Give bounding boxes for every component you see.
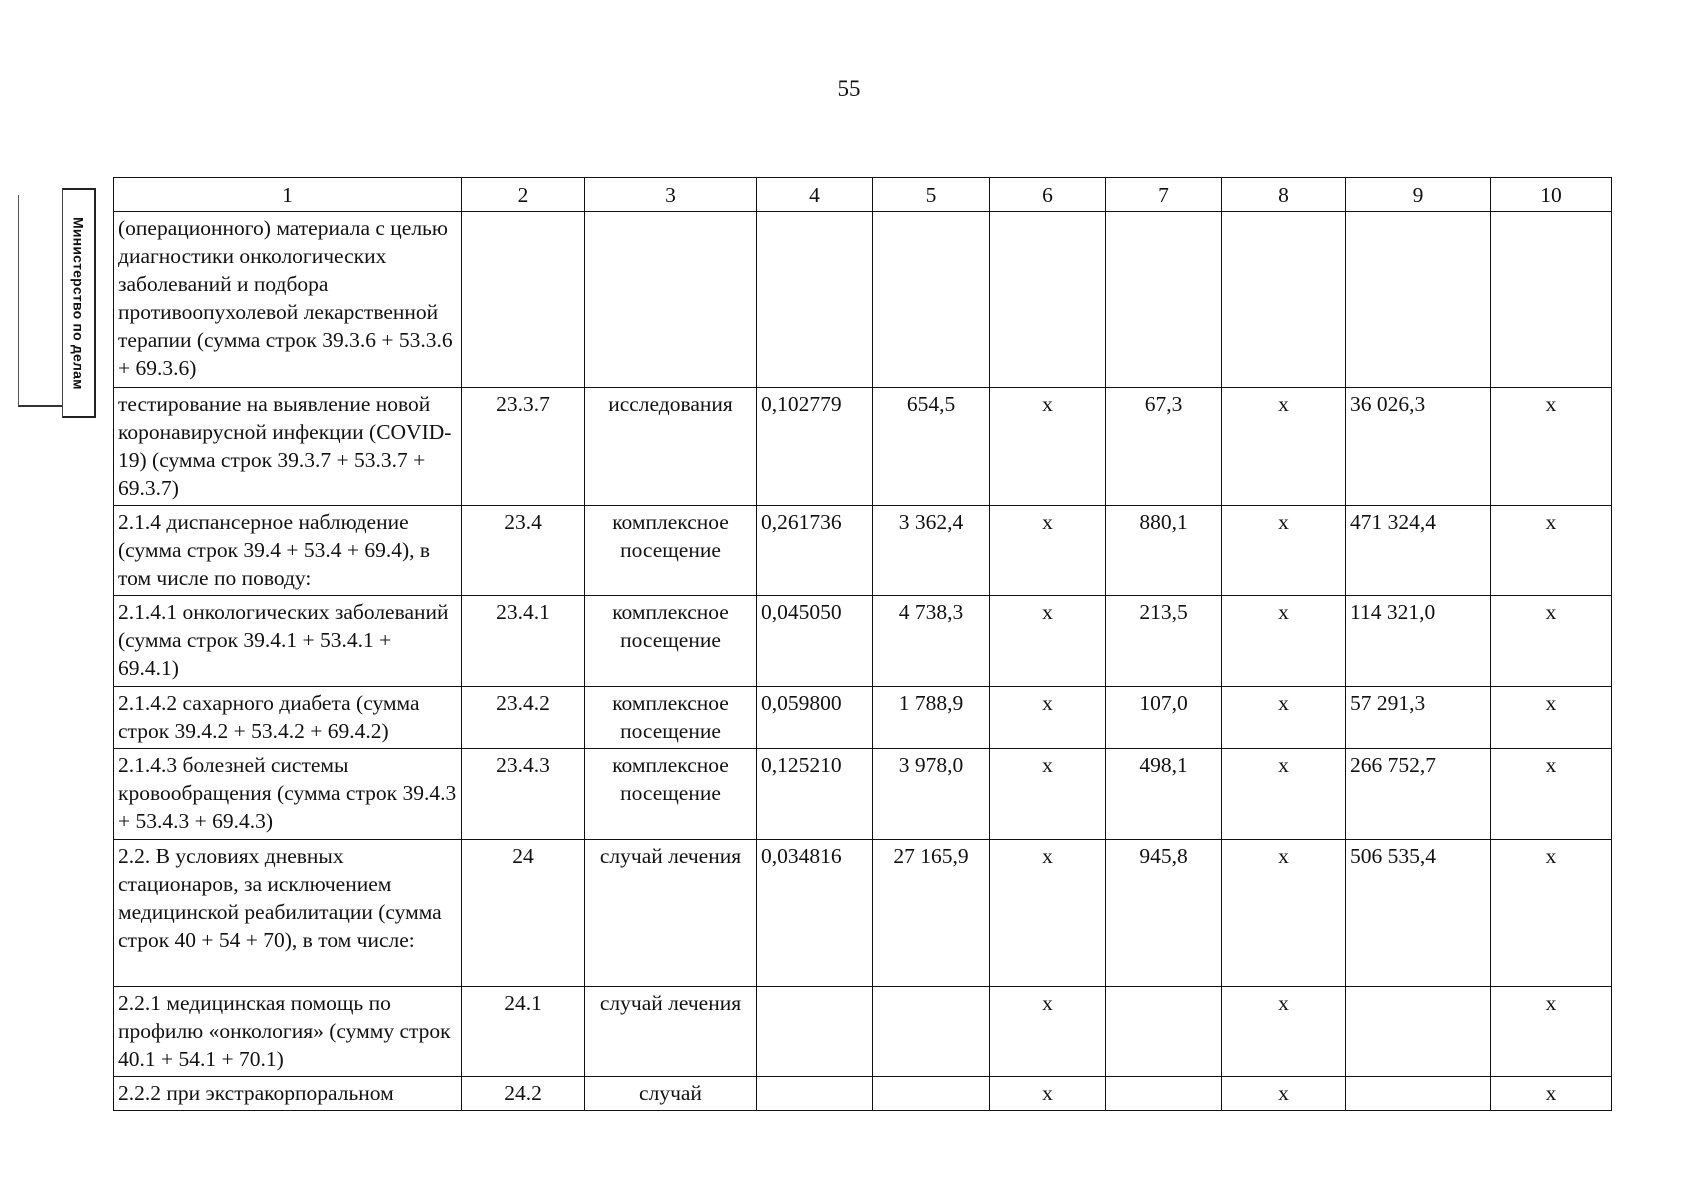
value-cell: 506 535,4 <box>1346 840 1491 987</box>
row-label: 2.1.4.1 онкологических заболеваний (сумма строк 39.4.1 + 53.4.1 + 69.4.1) <box>114 596 462 687</box>
row-number: 24.1 <box>462 987 585 1077</box>
value-cell: х <box>990 388 1106 506</box>
column-header: 1 <box>114 178 462 212</box>
value-cell <box>1222 212 1346 388</box>
value-cell: 213,5 <box>1106 596 1222 687</box>
value-cell <box>1346 987 1491 1077</box>
value-cell: х <box>1222 840 1346 987</box>
unit-cell: исследования <box>585 388 757 506</box>
value-cell: х <box>1222 687 1346 749</box>
value-cell <box>1346 1077 1491 1111</box>
value-cell: 0,261736 <box>757 506 873 596</box>
value-cell: х <box>1491 987 1612 1077</box>
row-label: 2.2.2 при экстракорпоральном <box>114 1077 462 1111</box>
row-number <box>462 212 585 388</box>
row-number: 23.4 <box>462 506 585 596</box>
unit-cell: комплексное посещение <box>585 596 757 687</box>
row-label: 2.2. В условиях дневных стационаров, за исключением медицинской реабилитации (сумма строк 40 + 54 + 70), в том числе: <box>114 840 462 987</box>
column-header: 4 <box>757 178 873 212</box>
value-cell: х <box>990 749 1106 840</box>
value-cell: 498,1 <box>1106 749 1222 840</box>
value-cell: 880,1 <box>1106 506 1222 596</box>
unit-cell: комплексное посещение <box>585 506 757 596</box>
column-header: 3 <box>585 178 757 212</box>
value-cell: 0,102779 <box>757 388 873 506</box>
value-cell: 57 291,3 <box>1346 687 1491 749</box>
row-label: 2.1.4.2 сахарного диабета (сумма строк 39.4.2 + 53.4.2 + 69.4.2) <box>114 687 462 749</box>
row-label: 2.1.4.3 болезней системы кровообращения (сумма строк 39.4.3 + 53.4.3 + 69.4.3) <box>114 749 462 840</box>
value-cell: 36 026,3 <box>1346 388 1491 506</box>
value-cell: х <box>990 506 1106 596</box>
data-table <box>113 177 1612 1111</box>
row-number: 23.4.2 <box>462 687 585 749</box>
value-cell: х <box>1491 1077 1612 1111</box>
table-row <box>114 687 1612 749</box>
unit-cell: случай лечения <box>585 840 757 987</box>
row-label: 2.1.4 диспансерное наблюдение (сумма строк 39.4 + 53.4 + 69.4), в том числе по поводу: <box>114 506 462 596</box>
column-header: 5 <box>873 178 990 212</box>
value-cell: х <box>1222 987 1346 1077</box>
row-number: 23.4.3 <box>462 749 585 840</box>
value-cell: 27 165,9 <box>873 840 990 987</box>
column-header: 2 <box>462 178 585 212</box>
value-cell: х <box>1491 840 1612 987</box>
table-row <box>114 506 1612 596</box>
value-cell: х <box>1491 388 1612 506</box>
value-cell <box>1346 212 1491 388</box>
value-cell: х <box>1491 687 1612 749</box>
value-cell: х <box>990 1077 1106 1111</box>
column-header: 10 <box>1491 178 1612 212</box>
row-number: 23.3.7 <box>462 388 585 506</box>
value-cell: 67,3 <box>1106 388 1222 506</box>
table-row <box>114 840 1612 987</box>
row-number: 24 <box>462 840 585 987</box>
column-header: 7 <box>1106 178 1222 212</box>
row-label: 2.2.1 медицинская помощь по профилю «онкология» (сумму строк 40.1 + 54.1 + 70.1) <box>114 987 462 1077</box>
value-cell: 266 752,7 <box>1346 749 1491 840</box>
value-cell: 3 978,0 <box>873 749 990 840</box>
value-cell: 0,034816 <box>757 840 873 987</box>
value-cell: х <box>1222 388 1346 506</box>
stamp-outline <box>18 195 63 407</box>
table-row <box>114 388 1612 506</box>
column-header: 6 <box>990 178 1106 212</box>
value-cell <box>757 1077 873 1111</box>
value-cell: 114 321,0 <box>1346 596 1491 687</box>
row-number: 24.2 <box>462 1077 585 1111</box>
column-header: 9 <box>1346 178 1491 212</box>
table-row <box>114 596 1612 687</box>
value-cell: 3 362,4 <box>873 506 990 596</box>
page-number: 55 <box>837 76 861 101</box>
value-cell: х <box>1491 506 1612 596</box>
unit-cell: случай лечения <box>585 987 757 1077</box>
value-cell: х <box>1222 506 1346 596</box>
unit-cell: комплексное посещение <box>585 749 757 840</box>
value-cell <box>757 987 873 1077</box>
value-cell: 1 788,9 <box>873 687 990 749</box>
value-cell: 0,125210 <box>757 749 873 840</box>
value-cell <box>1491 212 1612 388</box>
value-cell: х <box>990 596 1106 687</box>
value-cell: х <box>1222 749 1346 840</box>
value-cell: х <box>1491 596 1612 687</box>
value-cell: х <box>990 687 1106 749</box>
value-cell: 0,045050 <box>757 596 873 687</box>
unit-cell: комплексное посещение <box>585 687 757 749</box>
value-cell: х <box>990 987 1106 1077</box>
value-cell: 471 324,4 <box>1346 506 1491 596</box>
value-cell: 0,059800 <box>757 687 873 749</box>
column-header: 8 <box>1222 178 1346 212</box>
value-cell: 654,5 <box>873 388 990 506</box>
row-label: (операционного) материала с целью диагностики онкологических заболеваний и подбора противоопухолевой лекарственной терапии (сумма строк 39.3.6 + 53.3.6 + 69.3.6) <box>114 212 462 388</box>
value-cell: 107,0 <box>1106 687 1222 749</box>
value-cell <box>757 212 873 388</box>
table-row <box>114 1077 1612 1111</box>
table-row <box>114 749 1612 840</box>
value-cell <box>1106 987 1222 1077</box>
value-cell <box>990 212 1106 388</box>
table-header-row <box>114 178 1612 212</box>
table-row <box>114 212 1612 388</box>
value-cell <box>1106 212 1222 388</box>
row-label: тестирование на выявление новой коронавирусной инфекции (COVID-19) (сумма строк 39.3.7 + 53.3.7 + 69.3.7) <box>114 388 462 506</box>
value-cell: 945,8 <box>1106 840 1222 987</box>
value-cell: х <box>990 840 1106 987</box>
value-cell: 4 738,3 <box>873 596 990 687</box>
value-cell <box>873 1077 990 1111</box>
stamp-text: Министерство по делам <box>70 216 87 390</box>
unit-cell: случай <box>585 1077 757 1111</box>
ministry-stamp <box>62 188 96 418</box>
value-cell: х <box>1222 596 1346 687</box>
table-row <box>114 987 1612 1077</box>
value-cell <box>1106 1077 1222 1111</box>
value-cell: х <box>1491 749 1612 840</box>
unit-cell <box>585 212 757 388</box>
row-number: 23.4.1 <box>462 596 585 687</box>
value-cell: х <box>1222 1077 1346 1111</box>
value-cell <box>873 212 990 388</box>
value-cell <box>873 987 990 1077</box>
